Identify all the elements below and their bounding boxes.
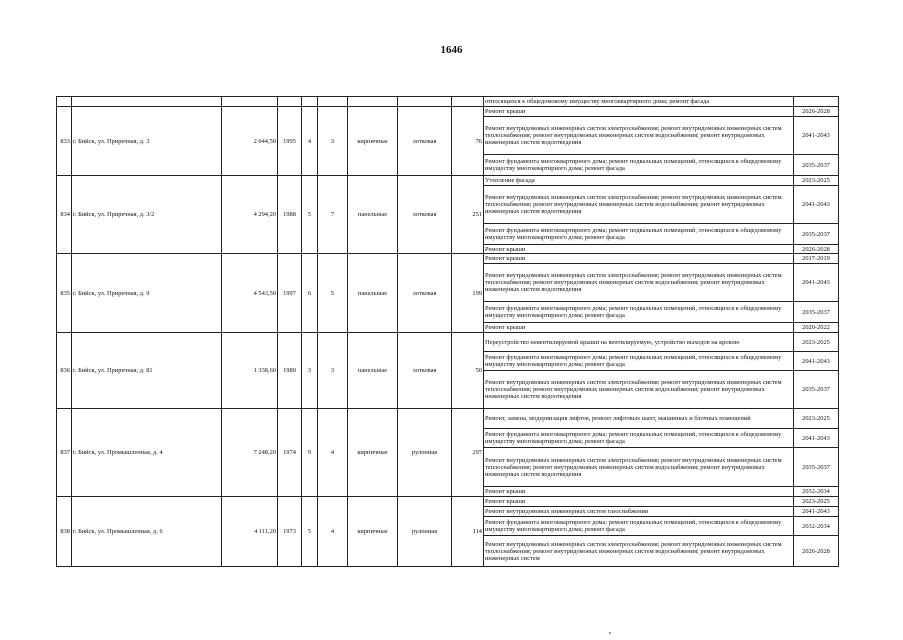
cell-build-year: 1995 xyxy=(278,107,302,176)
cell-entrances: 3 xyxy=(318,333,348,409)
cell-area: 2 044,50 xyxy=(222,107,278,176)
cell-empty xyxy=(222,97,278,107)
cell-work: Ремонт фундамента многоквартирного дома; ремонт подвальных помещений, относящихся к общедомовому имуществу многоквартирного дома; ремонт фасада xyxy=(484,517,794,536)
cell-years: 2032-2034 xyxy=(794,517,839,536)
cell-floors: 3 xyxy=(302,333,318,409)
cell-work: Ремонт внутридомовых инженерных систем электроснабжения; ремонт внутридомовых инженерных систем теплоснабжения; ремонт внутридомовых инженерных систем водоснабжения; ремонт внутридомовых инженерных систем водоотведения xyxy=(484,186,794,224)
cell-entrances: 3 xyxy=(318,107,348,176)
cell-build-year: 1973 xyxy=(278,497,302,567)
cell-wall-material: кирпичные xyxy=(348,409,398,497)
cell-residents: 251 xyxy=(452,176,484,254)
table-row xyxy=(57,497,839,507)
cell-address: г. Бийск, ул. Промышленная, д. 4 xyxy=(72,409,222,497)
cell-work: Ремонт фундамента многоквартирного дома; ремонт подвальных помещений, относящихся к общедомовому имуществу многоквартирного дома; ремонт фасада xyxy=(484,224,794,245)
cell-entrances: 4 xyxy=(318,409,348,497)
cell-number: 833 xyxy=(57,107,72,176)
cell-work: Утепление фасада xyxy=(484,176,794,186)
cell-floors: 4 xyxy=(302,107,318,176)
cell-years: 2023-2025 xyxy=(794,409,839,429)
cell-work: Ремонт крыши xyxy=(484,254,794,264)
cell-wall-material: панельные xyxy=(348,254,398,333)
cell-empty xyxy=(302,97,318,107)
cell-work: Ремонт крыши xyxy=(484,107,794,117)
cell-work: относящихся к общедомовому имуществу многоквартирного дома; ремонт фасада xyxy=(484,97,794,107)
cell-roof-type: лотковая xyxy=(398,176,452,254)
table-row xyxy=(57,107,839,117)
cell-years: 2041-2043 xyxy=(794,352,839,371)
cell-area: 4 111,20 xyxy=(222,497,278,567)
cell-years xyxy=(794,97,839,107)
cell-years: 2026-2028 xyxy=(794,107,839,117)
capital-repair-table xyxy=(56,96,839,567)
cell-roof-type: лотковая xyxy=(398,333,452,409)
cell-work: Ремонт внутридомовых инженерных систем электроснабжения; ремонт внутридомовых инженерных систем теплоснабжения; ремонт внутридомовых инженерных систем водоснабжения; ремонт внутридомовых инженерных систем водоотведения xyxy=(484,371,794,409)
cell-roof-type: лотковая xyxy=(398,254,452,333)
cell-area: 1 338,60 xyxy=(222,333,278,409)
cell-empty xyxy=(398,97,452,107)
cell-work: Ремонт внутридомовых инженерных систем электроснабжения; ремонт внутридомовых инженерных систем теплоснабжения; ремонт внутридомовых инженерных систем водоснабжения; ремонт внутридомовых инженерных систем водоотведения xyxy=(484,117,794,155)
cell-work: Ремонт, замена, модернизация лифтов, ремонт лифтовых шахт, машинных и блочных помещений xyxy=(484,409,794,429)
cell-work: Переустройство невентилируемой крыши на вентилируемую, устройство выходов на кровлю xyxy=(484,333,794,352)
cell-empty xyxy=(452,97,484,107)
cell-years: 2035-2037 xyxy=(794,371,839,409)
cell-entrances: 5 xyxy=(318,254,348,333)
cell-floors: 9 xyxy=(302,409,318,497)
table-row xyxy=(57,333,839,352)
cell-years: 2023-2025 xyxy=(794,176,839,186)
cell-years: 2035-2037 xyxy=(794,155,839,176)
cell-number: 834 xyxy=(57,176,72,254)
cell-roof-type: рулонная xyxy=(398,409,452,497)
cell-years: 2041-2043 xyxy=(794,507,839,517)
cell-area: 7 248,20 xyxy=(222,409,278,497)
cell-residents: 297 xyxy=(452,409,484,497)
cell-years: 2041-2043 xyxy=(794,186,839,224)
cell-residents: 76 xyxy=(452,107,484,176)
cell-work: Ремонт фундамента многоквартирного дома; ремонт подвальных помещений, относящихся к общедомовому имуществу многоквартирного дома; ремонт фасада xyxy=(484,429,794,448)
cell-wall-material: панельные xyxy=(348,176,398,254)
cell-build-year: 1988 xyxy=(278,176,302,254)
cell-years: 2026-2028 xyxy=(794,536,839,567)
cell-work: Ремонт фундамента многоквартирного дома; ремонт подвальных помещений, относящихся к общедомовому имуществу многоквартирного дома; ремонт фасада xyxy=(484,352,794,371)
cell-roof-type: лотковая xyxy=(398,107,452,176)
cell-work: Ремонт внутридомовых инженерных систем электроснабжения; ремонт внутридомовых инженерных систем теплоснабжения; ремонт внутридомовых инженерных систем водоснабжения; ремонт внутридомовых инженерных систем водоотведения xyxy=(484,448,794,487)
cell-floors: 5 xyxy=(302,497,318,567)
table-row xyxy=(57,409,839,429)
cell-number: 835 xyxy=(57,254,72,333)
cell-years: 2035-2037 xyxy=(794,224,839,245)
cell-empty xyxy=(348,97,398,107)
cell-years: 2020-2022 xyxy=(794,323,839,333)
cell-years: 2023-2025 xyxy=(794,333,839,352)
cell-build-year: 1980 xyxy=(278,333,302,409)
cell-work: Ремонт фундамента многоквартирного дома; ремонт подвальных помещений, относящихся к общедомовому имуществу многоквартирного дома; ремонт фасада xyxy=(484,302,794,323)
cell-area: 4 543,50 xyxy=(222,254,278,333)
table-row xyxy=(57,254,839,264)
cell-entrances: 4 xyxy=(318,497,348,567)
cell-address: г. Бийск, ул. Приречная, д. 9 xyxy=(72,254,222,333)
cell-work: Ремонт крыши xyxy=(484,323,794,333)
table-row-continuation xyxy=(57,97,839,107)
cell-wall-material: кирпичные xyxy=(348,497,398,567)
cell-address: г. Бийск, ул. Промышленная, д. 6 xyxy=(72,497,222,567)
cell-work: Ремонт фундамента многоквартирного дома; ремонт подвальных помещений, относящихся к общедомовому имуществу многоквартирного дома; ремонт фасада xyxy=(484,155,794,176)
cell-address: г. Бийск, ул. Приречная, д. 3 xyxy=(72,107,222,176)
cell-empty xyxy=(318,97,348,107)
cell-build-year: 1974 xyxy=(278,409,302,497)
cell-empty xyxy=(278,97,302,107)
cell-empty xyxy=(72,97,222,107)
cell-work: Ремонт внутридомовых инженерных систем электроснабжения; ремонт внутридомовых инженерных систем теплоснабжения; ремонт внутридомовых инженерных систем водоснабжения; ремонт внутридомовых инженерных систем водоотведения xyxy=(484,264,794,302)
cell-work: Ремонт внутридомовых инженерных систем электроснабжения; ремонт внутридомовых инженерных систем теплоснабжения; ремонт внутридомовых инженерных систем водоснабжения; ремонт внутридомовых инженерных систем xyxy=(484,536,794,567)
cell-years: 2041-2043 xyxy=(794,117,839,155)
scan-speck xyxy=(609,632,611,634)
cell-years: 2026-2028 xyxy=(794,245,839,254)
page-number: 1646 xyxy=(440,44,463,56)
cell-years: 2023-2025 xyxy=(794,497,839,507)
cell-work: Ремонт внутридомовых инженерных систем газоснабжения xyxy=(484,507,794,517)
cell-residents: 50 xyxy=(452,333,484,409)
cell-empty xyxy=(57,97,72,107)
cell-years: 2035-2037 xyxy=(794,448,839,487)
cell-build-year: 1997 xyxy=(278,254,302,333)
cell-work: Ремонт крыши xyxy=(484,245,794,254)
cell-work: Ремонт крыши xyxy=(484,497,794,507)
cell-entrances: 7 xyxy=(318,176,348,254)
cell-residents: 114 xyxy=(452,497,484,567)
cell-years: 2041-2043 xyxy=(794,429,839,448)
cell-floors: 5 xyxy=(302,176,318,254)
cell-wall-material: панельные xyxy=(348,333,398,409)
cell-wall-material: кирпичные xyxy=(348,107,398,176)
cell-years: 2035-2037 xyxy=(794,302,839,323)
cell-address: г. Бийск, ул. Приречная, д. 3/2 xyxy=(72,176,222,254)
cell-work: Ремонт крыши xyxy=(484,487,794,497)
cell-floors: 6 xyxy=(302,254,318,333)
cell-years: 2041-2043 xyxy=(794,264,839,302)
cell-roof-type: рулонная xyxy=(398,497,452,567)
cell-years: 2032-2034 xyxy=(794,487,839,497)
cell-address: г. Бийск, ул. Приречная, д. 81 xyxy=(72,333,222,409)
cell-area: 4 294,20 xyxy=(222,176,278,254)
cell-residents: 199 xyxy=(452,254,484,333)
cell-number: 836 xyxy=(57,333,72,409)
cell-number: 837 xyxy=(57,409,72,497)
table-row xyxy=(57,176,839,186)
cell-years: 2017-2019 xyxy=(794,254,839,264)
cell-number: 838 xyxy=(57,497,72,567)
